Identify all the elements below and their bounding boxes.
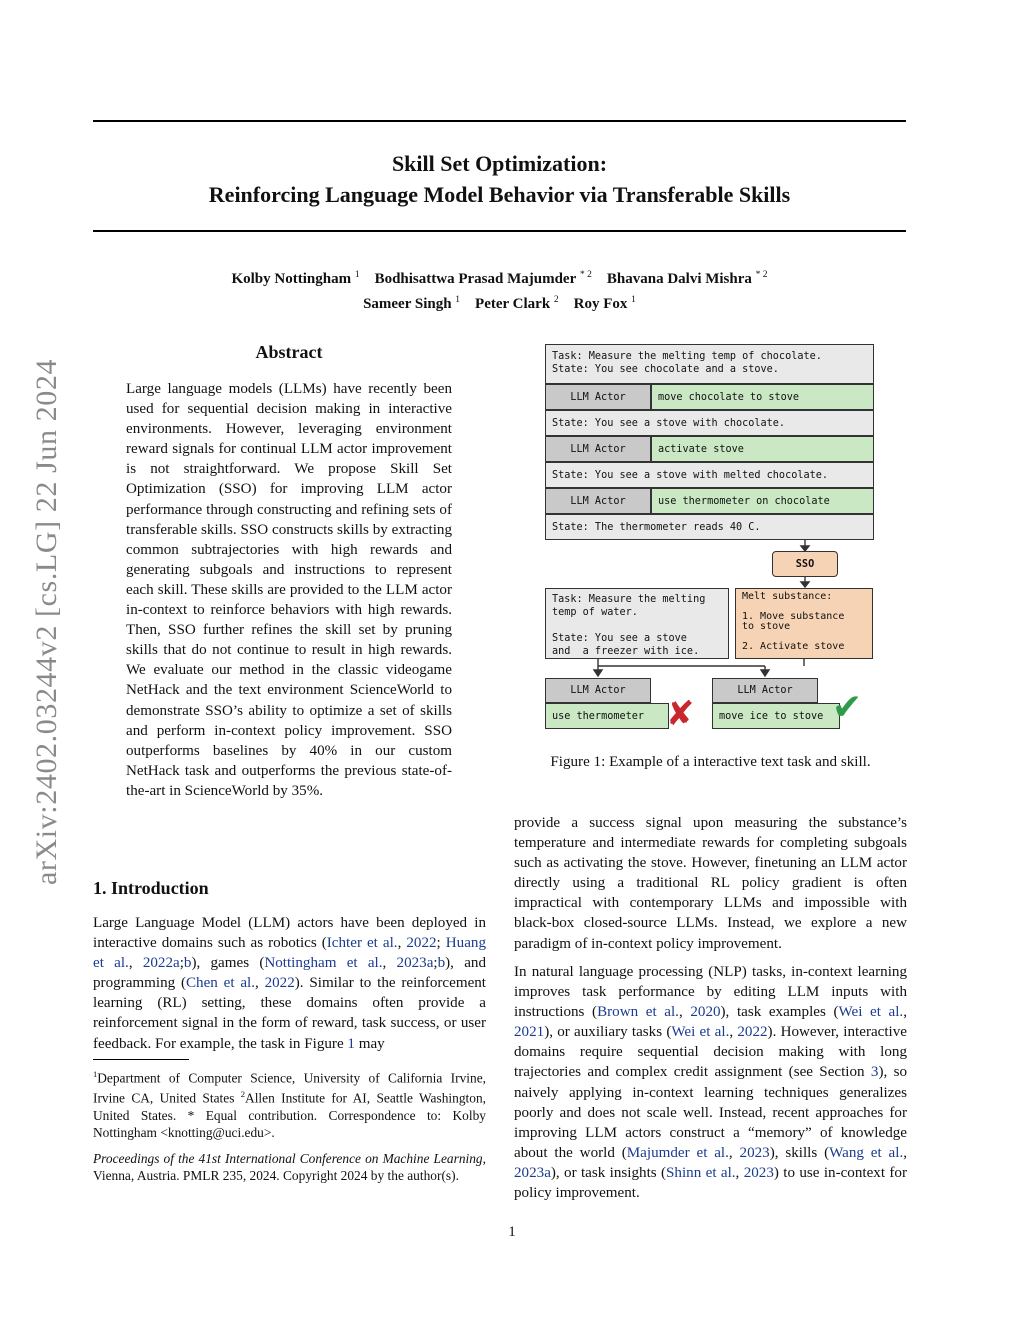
proceedings-venue: Proceedings of the 41st International Conference on Machine Learning — [93, 1151, 483, 1166]
author-name: Bhavana Dalvi Mishra — [606, 271, 752, 287]
citation-link[interactable]: Brown et al. — [597, 1004, 679, 1021]
author-affil: 1 — [631, 295, 636, 305]
citation-link[interactable]: Chen et al. — [185, 975, 255, 992]
author-list — [93, 265, 906, 315]
footnote-mark: 1 — [93, 1069, 98, 1079]
proceedings-footnote — [93, 1150, 486, 1184]
citation-link[interactable]: 3 — [870, 1064, 879, 1081]
citation-link[interactable]: 2020 — [690, 1004, 721, 1021]
top-rule — [93, 120, 906, 122]
citation-link[interactable]: Nottingham et al. — [264, 955, 383, 972]
proceedings-details: , Vienna, Austria. PMLR 235, 2024. Copyright 2024 by the author(s). — [93, 1151, 486, 1183]
footnote-mark: 2 — [240, 1089, 246, 1100]
task-header-box: Task: Measure the melting temp of chocolate. State: You see chocolate and a stove. — [545, 344, 874, 384]
failed-action-box: use thermometer — [545, 703, 669, 729]
abstract-text: Large language models (LLMs) have recently been used for sequential decision making in interactive environments. However, leveraging environment reward signals for continual LLM actor improvement is not straightforward. We propose Skill Set Optimization (SSO) for improving LLM actor performance through constructing and refining sets of transferable skills. SSO constructs skills by extracting common subtrajectories with high rewards and generating subgoals and instructions to represent each skill. These skills are provided to the LLM actor in-context to reinforce behaviors with high rewards. Then, SSO further refines the skill set by pruning skills that do not continue to result in high rewards. We evaluate our method in the classic videogame NetHack and the text environment ScienceWorld to demonstrate SSO’s ability to optimize a set of skills and perform in-context policy improvement. SSO outperforms baselines by 40% in our custom NetHack task and outperforms the previous state-of-the-art in ScienceWorld by 35%. — [126, 381, 452, 799]
citation-link[interactable]: 2023 — [743, 1164, 774, 1181]
cross-icon: ✘ — [666, 694, 695, 734]
arrow-head — [801, 582, 809, 587]
citation-link[interactable]: 1 — [347, 1035, 355, 1052]
successful-action-box: move ice to stove — [712, 703, 840, 729]
check-icon: ✔ — [832, 687, 863, 728]
llm-actor-label: LLM Actor — [545, 384, 651, 410]
action-box: activate stove — [651, 436, 874, 462]
footnote-rule — [93, 1059, 189, 1060]
citation-link[interactable]: Majumder et al. — [626, 1144, 729, 1161]
action-box: use thermometer on chocolate — [651, 488, 874, 514]
citation-link[interactable]: 2023 — [739, 1144, 770, 1161]
author-name: Bodhisattwa Prasad Majumder — [374, 271, 577, 287]
author-affil: * 2 — [755, 270, 768, 280]
arrow-head — [761, 670, 769, 676]
state-box: State: The thermometer reads 40 C. — [545, 514, 874, 540]
figure-caption: Figure 1: Example of a interactive text task and skill. — [550, 754, 871, 770]
citation-link[interactable]: b — [437, 955, 446, 972]
sso-box: SSO — [772, 551, 838, 577]
citation-link[interactable]: Shinn et al. — [666, 1164, 736, 1181]
llm-actor-label: LLM Actor — [545, 488, 651, 514]
author-line-1 — [93, 265, 906, 290]
citation-link[interactable]: Wei et al. — [671, 1024, 730, 1041]
author-affil: * 2 — [580, 270, 592, 280]
paper-title — [93, 148, 906, 210]
author-affil: 2 — [553, 295, 559, 305]
intro-paragraph-2: provide a success signal upon measuring the substance’s temperature and intermediate rewards for completing subgoals such as activating the stove. However, finetuning an LLM actor directly using a traditional RL policy gradient is often impractical with contemporary LLMs and impossible with black-box closed-source LLMs. Instead, we explore a new paradigm of in-context policy improvement. — [514, 815, 907, 952]
citation-link[interactable]: 2022 — [406, 935, 437, 952]
llm-actor-label: LLM Actor — [712, 678, 818, 703]
intro-paragraph-3: In natural language processing (NLP) tasks, in-context learning improves task performance by editing LLM inputs with instructions (Brown et al., 2020), task examples (Wei et al., 2021), or auxiliary tasks (Wei et al., 2022). However, interactive domains require sequential decision making with long trajectories and complex credit assignment (see Section 3), so naively applying in-context learning techniques generalizes poorly and does not scale well. Instead, recent approaches for improving LLM actors construct a “memory” of knowledge about the world (Majumder et al., 2023), skills (Wang et al., 2023a), or task insights (Shinn et al., 2023) to use in-context for policy improvement. — [514, 964, 908, 1202]
citation-link[interactable]: 2022 — [264, 975, 295, 992]
author-name: Peter Clark — [475, 296, 551, 312]
arrow-head — [594, 670, 602, 676]
author-name: Roy Fox — [573, 296, 628, 312]
author-name: Kolby Nottingham — [231, 271, 352, 287]
citation-link[interactable]: Ichter et al. — [326, 935, 398, 952]
citation-link[interactable]: Wang et al. — [829, 1144, 904, 1161]
skill-box: Melt substance: 1. Move substance to stove 2. Activate stove — [735, 588, 873, 659]
abstract-heading: Abstract — [255, 342, 323, 362]
llm-actor-label: LLM Actor — [545, 678, 651, 703]
citation-link[interactable]: 2023a — [396, 955, 434, 972]
state-box: State: You see a stove with melted chocolate. — [545, 462, 874, 488]
action-box: move chocolate to stove — [651, 384, 874, 410]
arxiv-stamp: arXiv:2402.03244v2 [cs.LG] 22 Jun 2024 — [30, 358, 63, 885]
author-affil: 1 — [455, 295, 461, 305]
intro-paragraph-1: Large Language Model (LLM) actors have been deployed in interactive domains such as robotics (Ichter et al., 2022; Huang et al., 2022a;b), games (Nottingham et al., 2023a;b), and programming (Chen et al., 2022). Similar to the reinforcement learning (RL) setting, these domains often provide a reinforcement signal in the form of reward, task success, or user feedback. For example, the task in Figure 1 may — [93, 915, 487, 1052]
citation-link[interactable]: Huang et al. — [93, 935, 487, 972]
llm-actor-label: LLM Actor — [545, 436, 651, 462]
citation-link[interactable]: Wei et al. — [838, 1004, 904, 1021]
citation-link[interactable]: 2022 — [737, 1024, 768, 1041]
section-heading: 1. Introduction — [93, 878, 209, 898]
affiliation-footnote: $^1$Department of Computer Science, University of California Irvine, Irvine CA, United States $^2$Allen Institute for AI, Seattle Washington, United States. * Equal contribution. Correspondence to: Kolby Nottingham <knotting@uci.edu>. — [93, 1069, 486, 1140]
author-name: Sameer Singh — [363, 296, 452, 312]
bottom-title-rule — [93, 230, 906, 232]
citation-link[interactable]: 2021 — [514, 1024, 545, 1041]
citation-link[interactable]: 2022a — [142, 955, 180, 972]
state-box: State: You see a stove with chocolate. — [545, 410, 874, 436]
citation-link[interactable]: b — [183, 955, 192, 972]
title-line-1: Skill Set Optimization: — [391, 151, 608, 176]
author-affil: 1 — [354, 270, 360, 280]
page-number: 1 — [508, 1224, 516, 1240]
title-line-2: Reinforcing Language Model Behavior via Transferable Skills — [208, 182, 791, 207]
citation-link[interactable]: 2023a — [514, 1164, 551, 1181]
author-line-2 — [93, 290, 906, 315]
new-task-box: Task: Measure the melting temp of water. State: You see a stove and a freezer with ice. — [545, 588, 729, 659]
